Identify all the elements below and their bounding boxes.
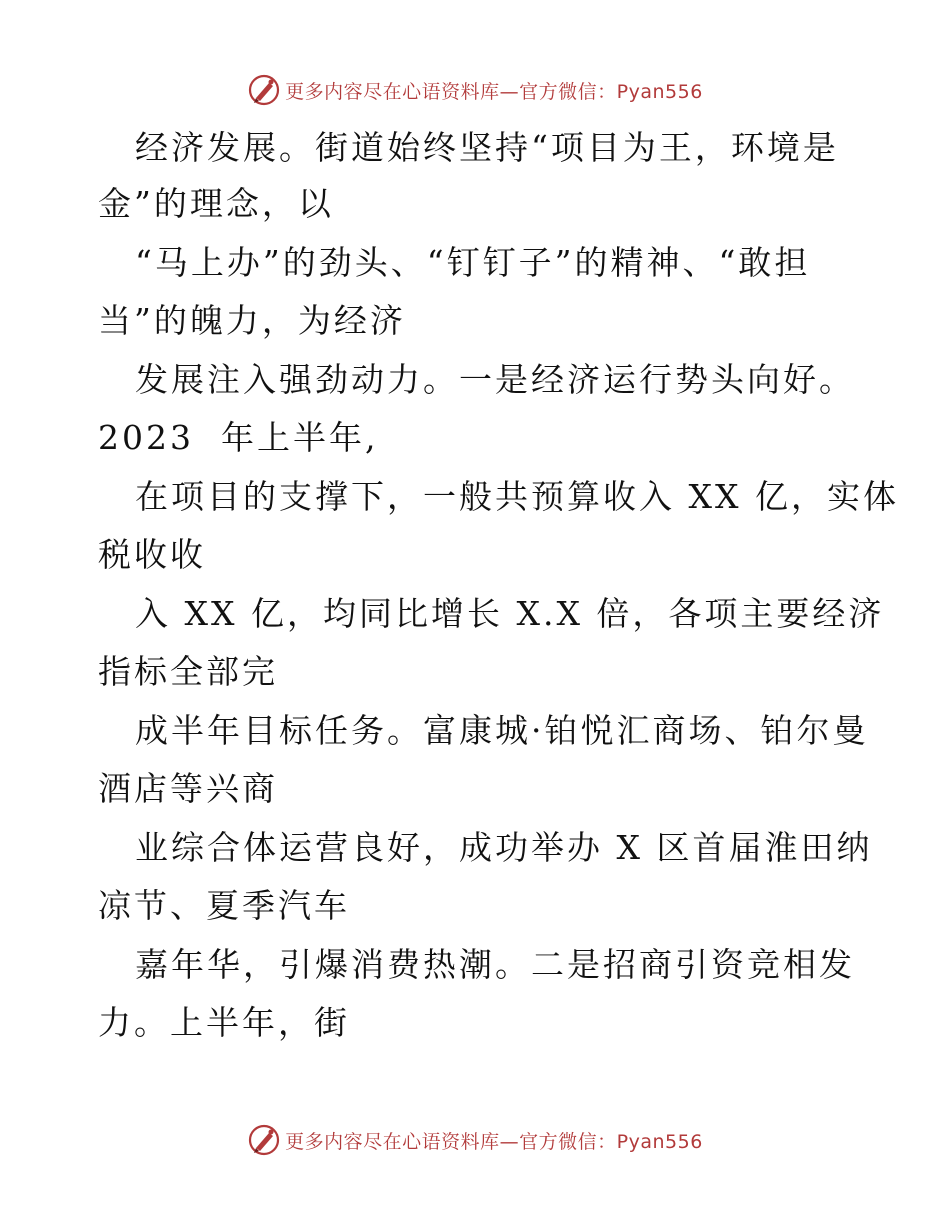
header-watermark-handle: Pyan556: [616, 80, 703, 103]
text-line-16: 力。上半年，街: [98, 1003, 350, 1042]
header-watermark-label: 更多内容尽在心语资料库—官方微信：: [285, 80, 617, 103]
footer-watermark-label: 更多内容尽在心语资料库—官方微信：: [285, 1130, 617, 1153]
text-line-2: 金”的理念，以: [98, 184, 334, 223]
footer-watermark-text: [285, 1127, 703, 1154]
text-line-12: 酒店等兴商: [98, 769, 278, 808]
text-line-6: 2023 年上半年,: [98, 418, 379, 457]
text-line-1: 经济发展。街道始终坚持“项目为王，环境是: [135, 128, 839, 167]
text-line-4: 当”的魄力，为经济: [98, 301, 406, 340]
text-line-9: 入 XX 亿，均同比增长 X.X 倍，各项主要经济: [135, 594, 885, 633]
pen-logo-icon: [247, 73, 281, 107]
text-line-11: 成半年目标任务。富康城·铂悦汇商场、铂尔曼: [135, 711, 869, 750]
text-line-13: 业综合体运营良好，成功举办 X 区首届淮田纳: [135, 828, 873, 867]
pen-logo-icon: [247, 1123, 281, 1157]
text-line-15: 嘉年华，引爆消费热潮。二是招商引资竞相发: [135, 945, 855, 984]
text-line-5: 发展注入强劲动力。一是经济运行势头向好。: [135, 360, 855, 399]
text-line-10: 指标全部完: [98, 652, 278, 691]
footer-watermark-handle: Pyan556: [616, 1130, 703, 1153]
text-line-7: 在项目的支撑下，一般共预算收入 XX 亿，实体: [135, 477, 899, 516]
footer-watermark-banner: [0, 1118, 950, 1162]
header-watermark-text: [285, 77, 703, 104]
text-line-3: “马上办”的劲头、“钉钉子”的精神、“敢担: [135, 243, 811, 282]
text-line-14: 凉节、夏季汽车: [98, 886, 350, 925]
header-watermark-banner: [0, 68, 950, 112]
text-line-8: 税收收: [98, 535, 206, 574]
